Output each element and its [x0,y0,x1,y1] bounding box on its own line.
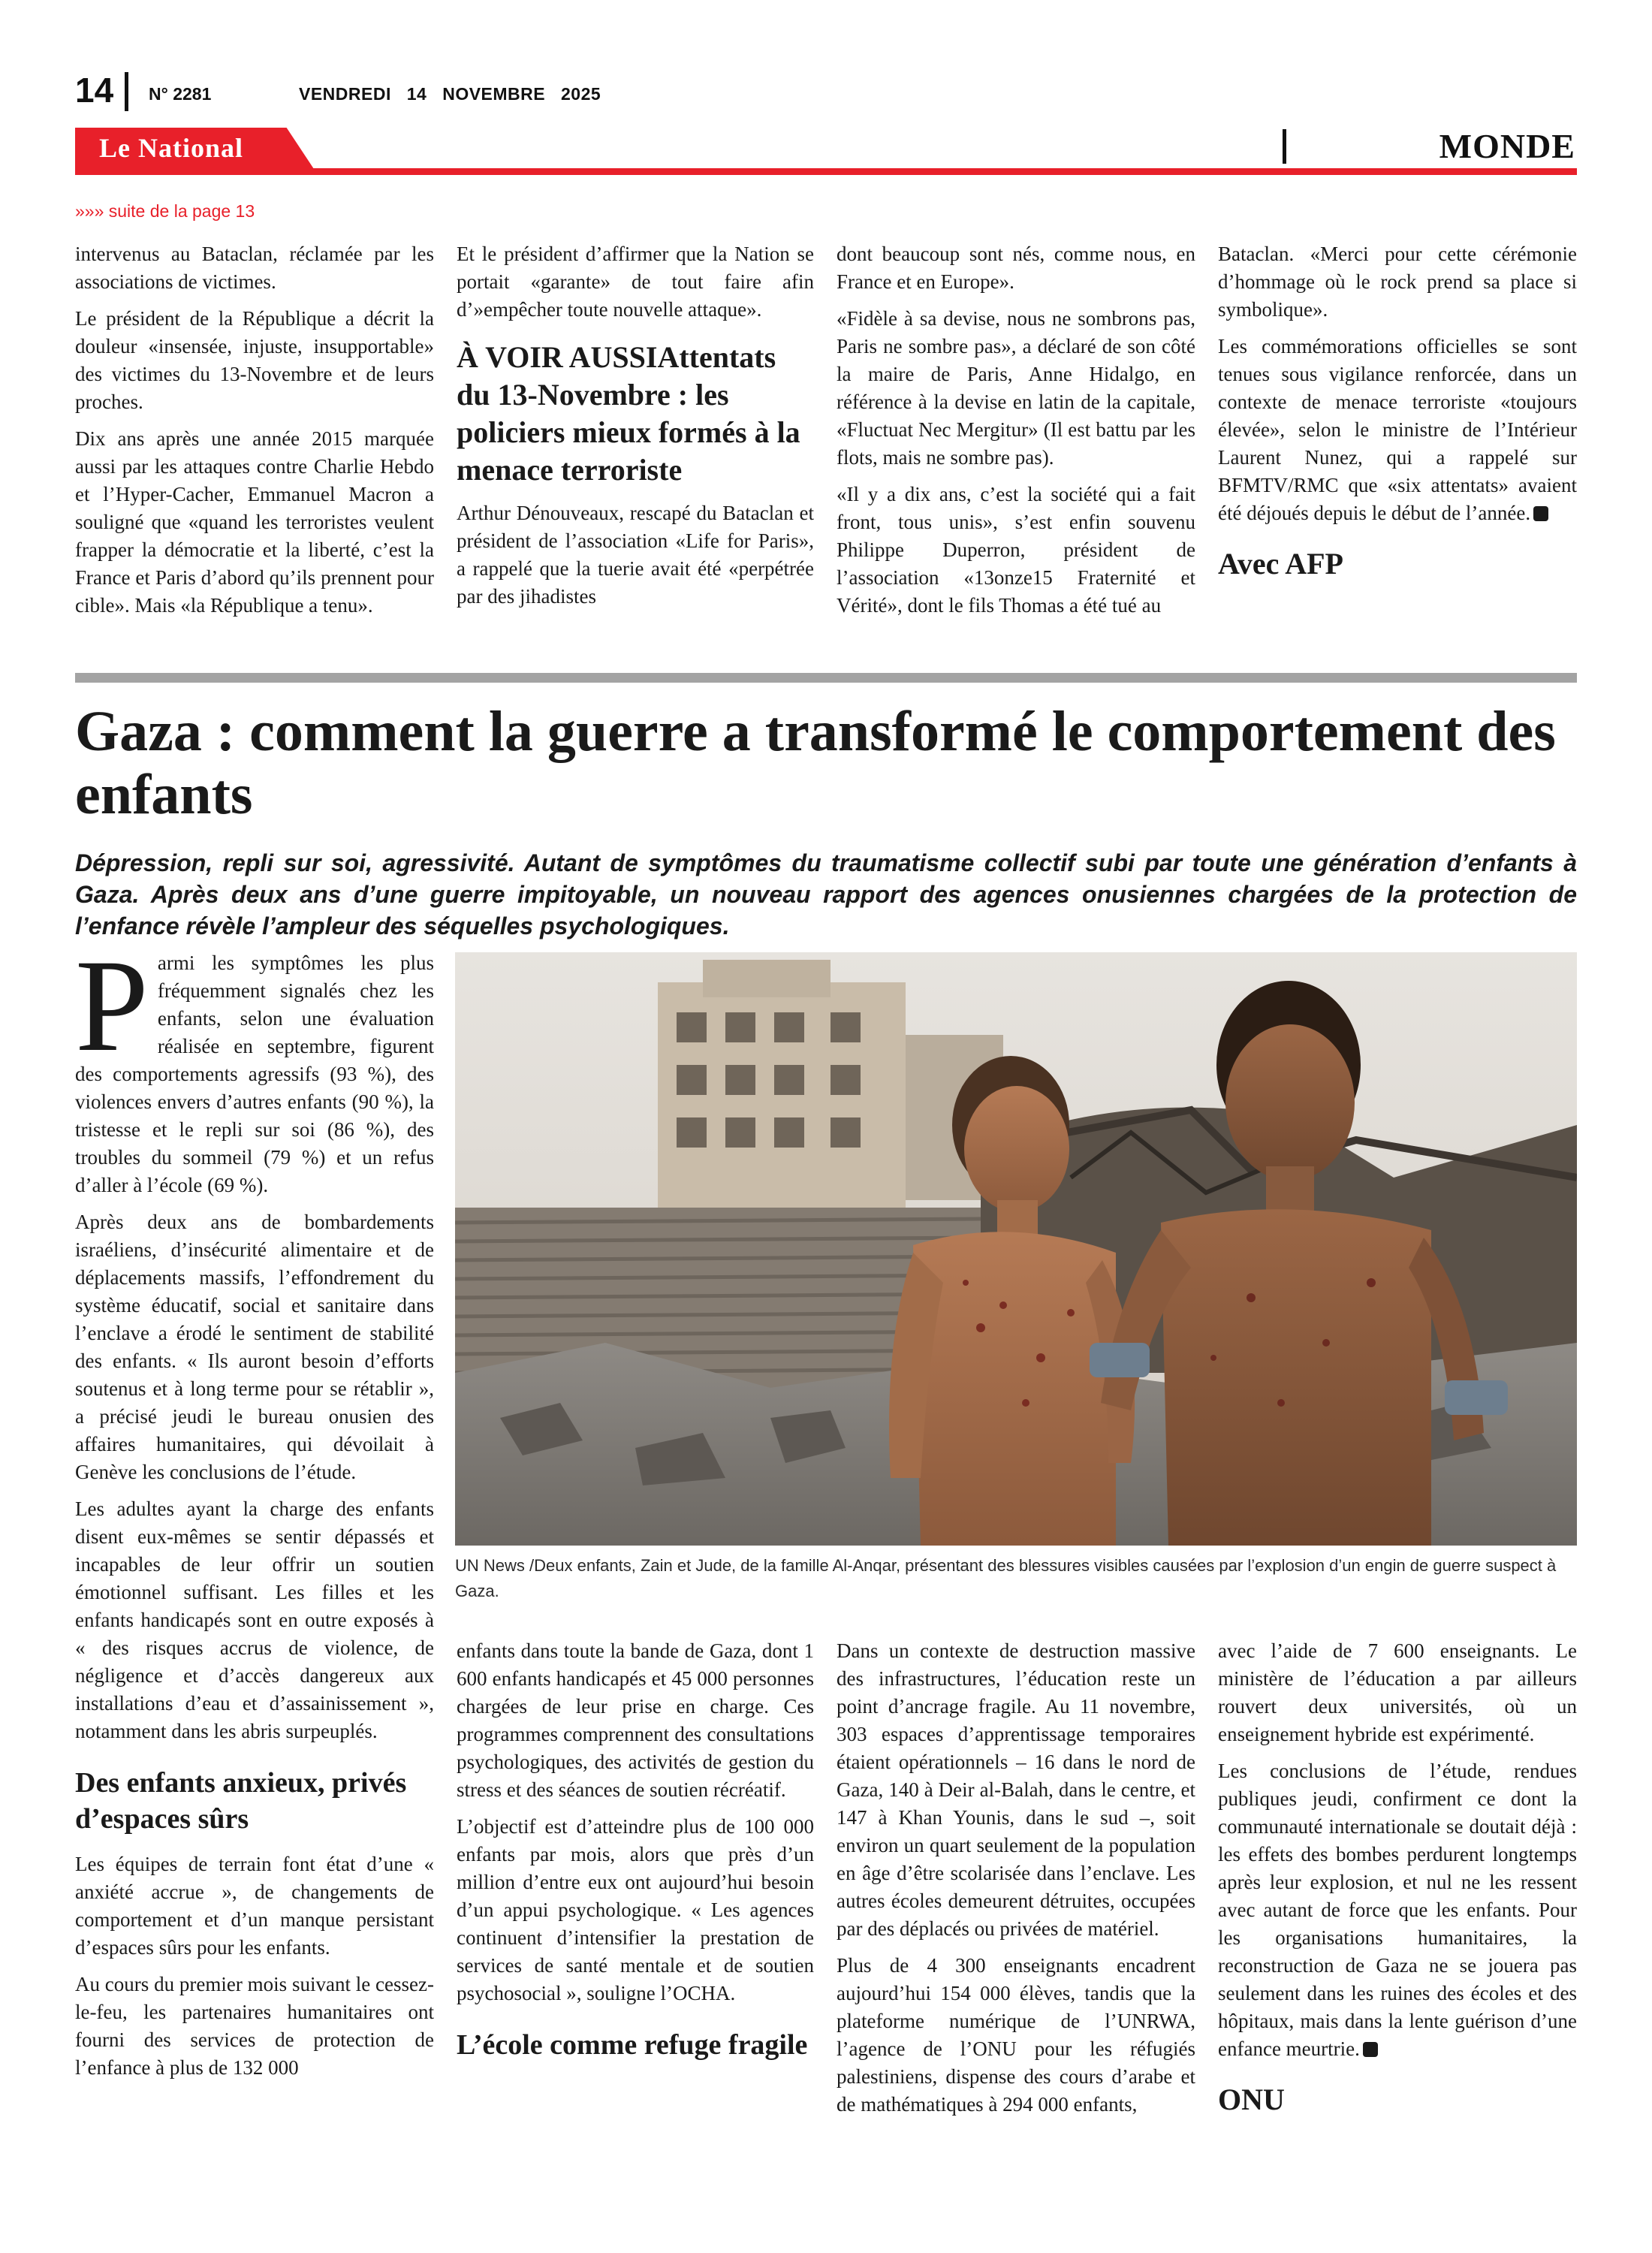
brand-name: Le National [99,133,244,163]
paragraph: intervenus au Bataclan, réclamée par les associations de victimes. [75,243,434,293]
paragraph: Dans un contexte de destruction massive des infrastructures, l’éducation reste un point d’ancrage fragile. Au 11 novembre, 303 espaces d’apprentissage temporaires étaient opérationnels – 16 dans le nord de Gaza, 140 à Deir al-Balah, dans le centre, et 147 à Khan Younis, dans le sud –, soit environ un quart seulement de la population en âge d’être scolarisée dans l’enclave. Les autres écoles demeurent détruites, occupées par des déplacés ou privées de matériel. [837,1639,1195,1940]
end-of-article-icon [1363,2042,1378,2057]
main-article-column-3 [837,1637,1195,2128]
top-article-column-2 [457,240,814,620]
paragraph [1218,1757,1577,2063]
paragraph-text: Les commémorations officielles se sont tenues sous vigilance renforcée, dans un contexte de menace terroriste «toujours élevée», selon le ministre de l’Intérieur Laurent Nunez, qui a rappelé sur BFMTV/RMC que «six attentats» avaient été déjoués depuis le début de l’année. [1218,335,1577,524]
paragraph: Les équipes de terrain font état d’une « anxiété accrue », de changements de comportement et d’un manque persistant d’espaces sûrs pour les enfants. [75,1853,434,1959]
header-red-rule [75,168,1577,175]
paragraph: Le président de la République a décrit la douleur «insensée, injuste, insupportable» des victimes du 13-Novembre et de leurs proches. [75,307,434,413]
paragraph: enfants dans toute la bande de Gaza, dont 1 600 enfants handicapés et 45 000 personnes chargées de leur prise en charge. Ces programmes comprennent des consultations psychologiques, des activités de gestion du stress et des séances de soutien récréatif. [457,1639,814,1801]
top-article-column-1 [75,240,434,629]
paragraph [75,933,434,1199]
paragraph: Après deux ans de bombardements israéliens, d’insécurité alimentaire et de déplacements massifs, l’effondrement du système éducatif, social et sanitaire dans l’enclave a érodé le sentiment de stabilité des enfants. « Ils auront besoin d’efforts soutenus et à long terme pour se rétablir », a précisé jeudi le bureau onusien des affaires humanitaires, qui dévoilait à Genève les conclusions de l’étude. [75,1211,434,1483]
paragraph: Bataclan. «Merci pour cette cérémonie d’hommage où le rock prend sa place si symbolique». [1218,243,1577,321]
paragraph [1218,333,1577,527]
see-also-link[interactable]: À VOIR AUSSIAttentats du 13-Novembre : les policiers mieux formés à la menace terroriste [457,340,800,487]
paragraph: L’objectif est d’atteindre plus de 100 000 enfants par mois, alors que près d’un million d’entre eux ont aujourd’hui besoin d’un appui psychologique. « Les agences continuent d’intensifier la prestation de services de santé mentale et de soutien psychosocial », souligne l’OCHA. [457,1815,814,2004]
paragraph: Plus de 4 300 enseignants encadrent aujourd’hui 154 000 élèves, tandis que la plateforme numérique de l’UNRWA, l’agence de l’ONU pour les réfugiés palestiniens, dispense des cours d’arabe et de mathématiques à 294 000 enfants, [837,1954,1195,2116]
subheading: L’école comme refuge fragile [457,2029,808,2061]
main-article-column-4 [1218,1637,1577,2119]
paragraph: Au cours du premier mois suivant le cessez-le-feu, les partenaires humanitaires ont fourni des services de protection de l’enfance à plus de 132 000 [75,1973,434,2079]
header-divider [125,72,128,111]
photo-illustration [455,952,1577,1546]
article-lead: Dépression, repli sur soi, agressivité. Autant de symptômes du traumatisme collectif subi par toute une génération d’enfants à Gaza. Après deux ans d’une guerre impitoyable, un nouveau rapport des agences onusiennes chargées de la protection de l’enfance révèle l’ampleur des séquelles psychologiques. [75,849,1577,940]
paragraph-text: Les conclusions de l’étude, rendues publiques jeudi, confirment ce dont la communauté internationale se doutait déjà : les effets des bombes perdurent longtemps après leur explosion, et nul ne les ressent avec autant de force que les enfants. Pour les organisations humanitaires, la reconstruction de Gaza ne se jouera pas seulement dans les ruines des écoles et des hôpitaux, mais dans la lente guérison d’une enfance meurtrie. [1218,1760,1577,2060]
continued-from-link[interactable]: »»» suite de la page 13 [75,201,255,221]
paragraph: «Fidèle à sa devise, nous ne sombrons pas, Paris ne sombre pas», a déclaré de son côté la maire de Paris, Anne Hidalgo, en référence à la devise en latin de la capitale, «Fluctuat Nec Mergitur» (Il est battu par les flots, mais ne sombre pas). [837,307,1195,469]
article-signature: Avec AFP [1218,547,1343,581]
section-title: MONDE [1439,127,1575,165]
paragraph-text: armi les symptômes les plus fréquemment signalés chez les enfants, selon une évaluation réalisée en septembre, figurent des comportements agressifs (93 %), des violences envers d’autres enfants (90 %), la tristesse et le repli sur soi (86 %), des troubles du sommeil (79 %) et un refus d’aller à l’école (69 %). [75,952,434,1196]
publication-date: VENDREDI 14 NOVEMBRE 2025 [299,84,601,104]
paragraph: Arthur Dénouveaux, rescapé du Bataclan et président de l’association «Life for Paris», a rappelé que la tuerie avait été «perpétrée par des jihadistes [457,502,814,608]
issue-number: N° 2281 [149,84,212,104]
subheading: Des enfants anxieux, privés d’espaces sûrs [75,1767,407,1835]
paragraph: Les adultes ayant la charge des enfants disent eux-mêmes se sentir dépassés et incapables de leur offrir un soutien émotionnel suffisant. Les filles et les enfants handicapés sont en outre exposés à « des risques accrus de violence, de négligence et d’accès dangereux aux installations d’eau et d’assainissement », notamment dans les abris surpeuplés. [75,1497,434,1742]
paragraph: avec l’aide de 7 600 enseignants. Le ministère de l’éducation a par ailleurs rouvert deux universités, où un enseignement hybride est expérimenté. [1218,1639,1577,1745]
top-article-column-4 [1218,240,1577,583]
paragraph: «Il y a dix ans, c’est la société qui a fait front, tous unis», s’est enfin souvenu Philippe Duperron, président de l’association «13onze15 Fraternité et Vérité», dont le fils Thomas a été tué au [837,483,1195,617]
article-separator [75,673,1577,683]
paragraph: Dix ans après une année 2015 marquée aussi par les attaques contre Charlie Hebdo et l’Hyper-Cacher, Emmanuel Macron a souligné que «quand les terroristes veulent frapper la démocratie et la liberté, c’est la France et Paris d’abord qu’ils prennent pour cible». Mais «la République a tenu». [75,427,434,617]
paragraph: dont beaucoup sont nés, comme nous, en France et en Europe». [837,243,1195,293]
article-headline: Gaza : comment la guerre a transformé le comportement des enfants [75,700,1556,826]
paragraph: Et le président d’affirmer que la Nation se portait «garante» de tout faire afin d’»empêcher toute nouvelle attaque». [457,243,814,321]
drop-cap: P [75,933,149,1079]
article-photo [455,952,1577,1546]
page-number: 14 [75,71,114,110]
end-of-article-icon [1533,506,1548,521]
photo-caption: UN News /Deux enfants, Zain et Jude, de la famille Al-Anqar, présentant des blessures visibles causées par l’explosion d’un engin de guerre suspect à Gaza. [455,1556,1557,1600]
section-divider [1283,129,1286,164]
article-signature: ONU [1218,2083,1285,2116]
main-article-column-2 [457,1637,814,2077]
main-article-column-1 [75,933,434,2091]
top-article-column-3 [837,240,1195,629]
